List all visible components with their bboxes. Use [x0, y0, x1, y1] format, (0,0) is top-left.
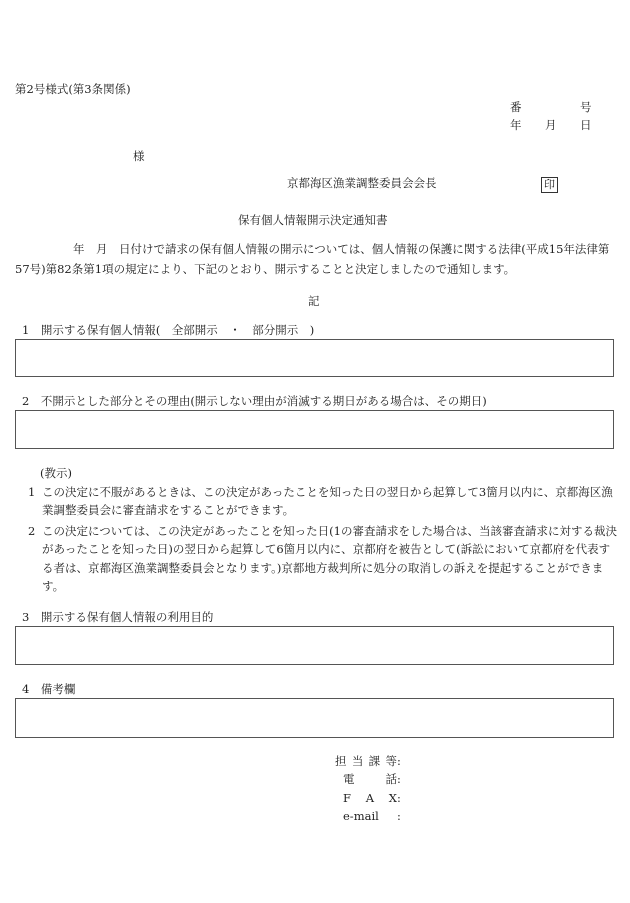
number-go: 号 [580, 100, 592, 114]
date-month: 月 [545, 118, 557, 132]
instruction-list [28, 483, 618, 597]
section-3-label: 3 開示する保有個人情報の利用目的 [22, 610, 214, 624]
contact-colon: : [397, 772, 401, 787]
section-3-box[interactable] [15, 626, 614, 665]
date-year: 年 [510, 118, 522, 132]
instruction-heading: (教示) [40, 466, 72, 480]
instruction-item-1 [28, 483, 618, 520]
document-title: 保有個人情報開示決定通知書 [238, 213, 388, 227]
form-id: 第2号様式(第3条関係) [15, 82, 131, 96]
contact-colon: : [397, 809, 401, 824]
contact-row [335, 752, 401, 770]
number-line [510, 98, 592, 116]
contact-colon: : [397, 754, 401, 768]
contact-label: 担当課等 [335, 754, 397, 768]
date-line [510, 116, 592, 134]
contact-row [335, 770, 401, 788]
ki-heading: 記 [308, 294, 320, 308]
instruction-item-text: この決定については、この決定があったことを知った日(1の審査請求をした場合は、当該審査請求に対する裁決があったことを知った日)の翌日から起算して6箇月以内に、京都府を被告として(訴訟において京都府を代表する者は、京都海区漁業調整委員会となります。)京都地方裁判所に処分の取消しの訴えを提起することができます。 [42, 523, 617, 593]
number-ban: 番 [510, 100, 522, 114]
body-line-2: 57号)第82条第1項の規定により、下記のとおり、開示することと決定しましたので通知します。 [15, 262, 516, 276]
section-2-label: 2 不開示とした部分とその理由(開示しない理由が消滅する期日がある場合は、その期日) [22, 394, 487, 408]
section-2-box[interactable] [15, 410, 614, 449]
instruction-item-number: 1 [28, 485, 36, 499]
seal-mark [541, 175, 558, 193]
section-4-box[interactable] [15, 698, 614, 738]
contact-label: 電 話 [343, 772, 397, 787]
contact-row [335, 789, 401, 807]
section-1-box[interactable] [15, 339, 614, 377]
contact-row [335, 807, 401, 825]
contact-label: e-mail [343, 809, 379, 824]
instruction-item-text: この決定に不服があるときは、この決定があったことを知った日の翌日から起算して3箇月以内に、京都海区漁業調整委員会に審査請求をすることができます。 [42, 485, 613, 518]
seal-text: 印 [541, 177, 558, 193]
date-day: 日 [580, 118, 592, 132]
addressee-suffix: 様 [133, 149, 145, 163]
section-1-label: 1 開示する保有個人情報( 全部開示 ・ 部分開示 ) [22, 323, 315, 337]
section-4-label: 4 備考欄 [22, 682, 76, 696]
contact-colon: : [397, 790, 401, 805]
instruction-item-2 [28, 522, 618, 596]
sender-name: 京都海区漁業調整委員会会長 [287, 176, 437, 190]
instruction-item-number: 2 [28, 523, 36, 538]
contact-block [335, 752, 401, 826]
contact-label: F A X [343, 790, 397, 805]
body-line-1: 年 月 日付けで請求の保有個人情報の開示については、個人情報の保護に関する法律(平成15年法律第 [73, 242, 610, 256]
